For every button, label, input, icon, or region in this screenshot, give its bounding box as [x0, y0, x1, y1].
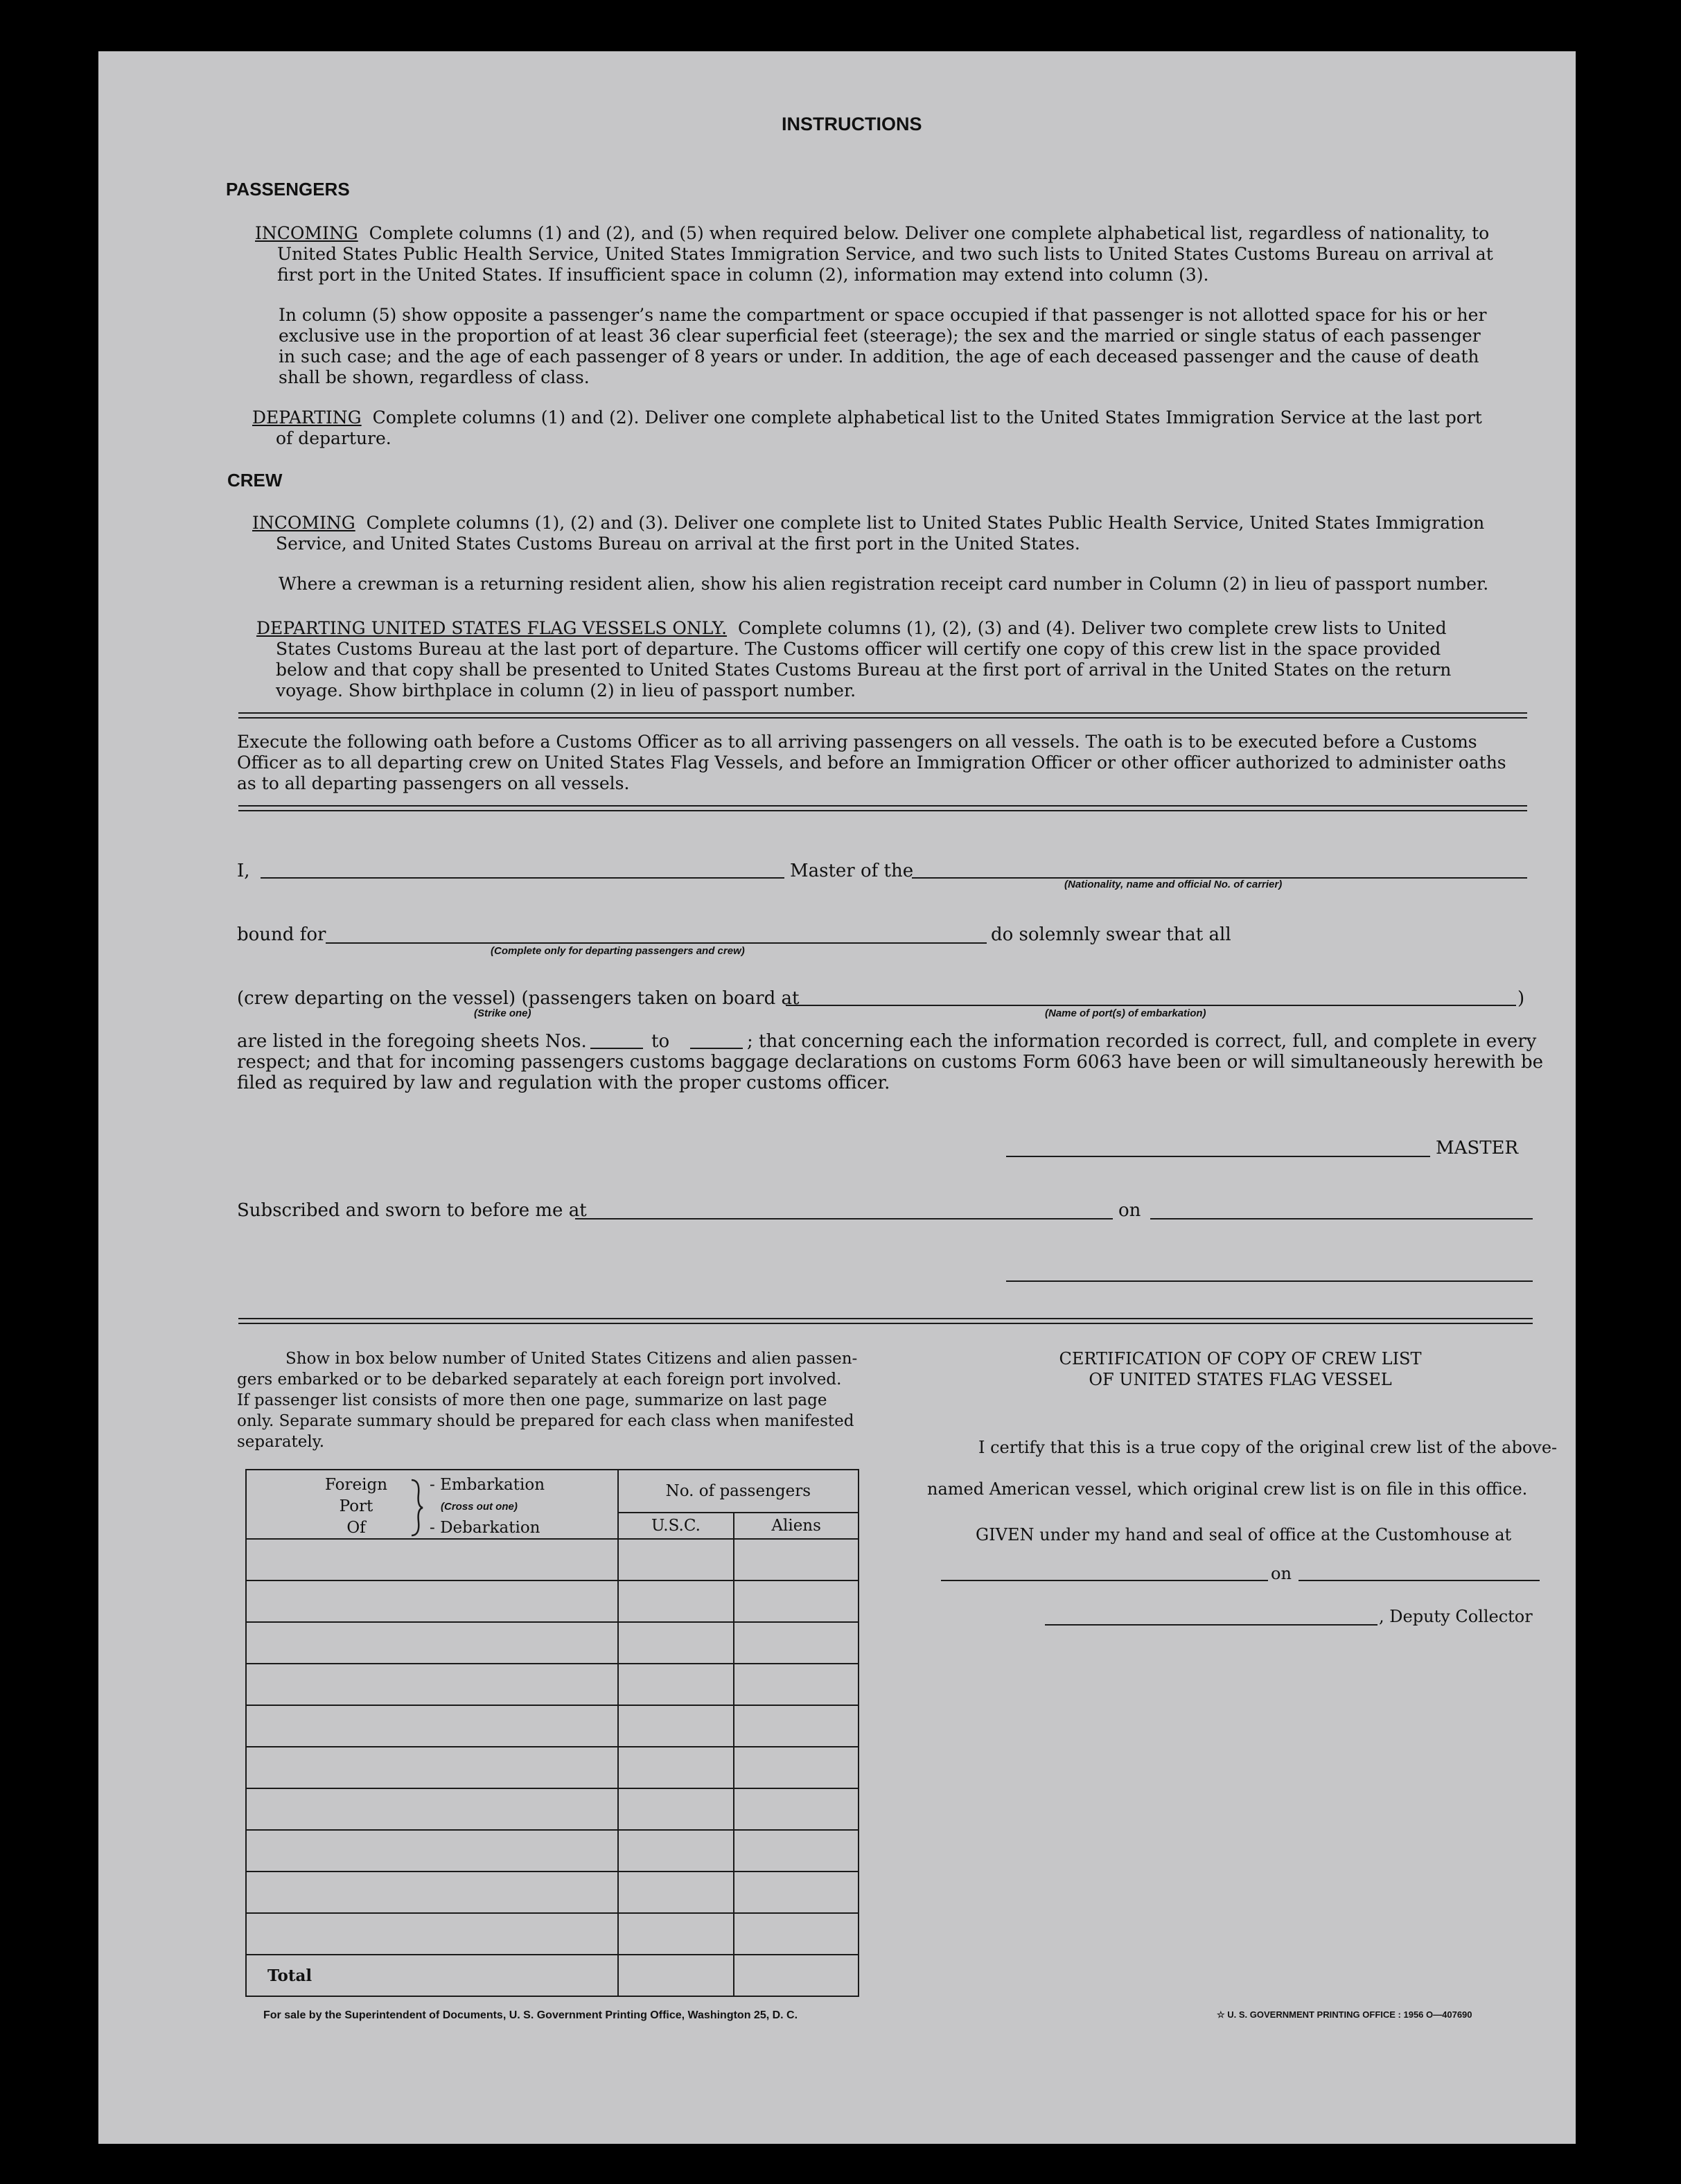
port-caption: (Name of port(s) of embarkation) — [1045, 1007, 1206, 1019]
certification-title-line: OF UNITED STATES FLAG VESSEL — [1089, 1370, 1392, 1389]
crew-departing-text: Complete columns (1), (2), (3) and (4). Deliver two complete crew lists to United — [737, 618, 1447, 638]
aliens-cell[interactable] — [734, 1539, 859, 1580]
certification-text: GIVEN under my hand and seal of office at the Customhouse at — [976, 1525, 1512, 1544]
crew-incoming-section — [252, 513, 1484, 554]
column5-text: In column (5) show opposite a passenger’s name the compartment or space occupied if that passenger is not allotted space for his or her — [279, 305, 1487, 325]
officer-signature-field[interactable] — [1006, 1280, 1533, 1282]
close-paren: ) — [1517, 988, 1525, 1009]
certification-date-field[interactable] — [1299, 1580, 1540, 1581]
crew-departing-text: States Customs Bureau at the last port of departure. The Customs officer will certify one copy of this crew list in the space provided — [276, 639, 1441, 659]
sheet-from-field[interactable] — [590, 1048, 643, 1049]
port-cell[interactable] — [246, 1705, 618, 1747]
aliens-cell[interactable] — [734, 1747, 859, 1788]
passenger-summary-table — [245, 1469, 859, 1997]
usc-cell[interactable] — [618, 1830, 734, 1872]
oath-intro-text: Officer as to all departing crew on United States Flag Vessels, and before an Immigration Officer or other officer authorized to administer oaths — [237, 752, 1506, 773]
crew-alien-note: Where a crewman is a returning resident alien, show his alien registration receipt card number in Column (2) in lieu of passport number. — [279, 574, 1489, 594]
embarkation-port-field[interactable] — [786, 1005, 1516, 1006]
table-row — [246, 1622, 859, 1664]
column5-text: shall be shown, regardless of class. — [279, 367, 590, 387]
crew-incoming-text: Complete columns (1), (2) and (3). Deliver one complete list to United States Public Health Service, United States Immigration — [366, 513, 1485, 533]
crew-incoming-label: INCOMING — [252, 513, 355, 533]
footer-left: For sale by the Superintendent of Documents, U. S. Government Printing Office, Washington 25, D. C. — [263, 2009, 798, 2021]
aliens-cell[interactable] — [734, 1580, 859, 1622]
passengers-departing-label: DEPARTING — [252, 407, 362, 428]
section-divider — [238, 712, 1527, 719]
master-label: MASTER — [1436, 1138, 1519, 1159]
sworn-on-label: on — [1118, 1200, 1141, 1221]
column5-text: in such case; and the age of each passenger of 8 years or under. In addition, the age of each deceased passenger and the cause of death — [279, 346, 1479, 367]
summary-text: separately. — [237, 1433, 325, 1451]
usc-cell[interactable] — [618, 1788, 734, 1830]
port-cell[interactable] — [246, 1580, 618, 1622]
bound-caption: (Complete only for departing passengers and crew) — [491, 945, 745, 957]
port-cell[interactable] — [246, 1747, 618, 1788]
certification-title — [1005, 1348, 1476, 1390]
deputy-signature-field[interactable] — [1045, 1624, 1378, 1626]
passengers-departing-text: of departure. — [276, 428, 391, 448]
sheets-text: ; that concerning each the information recorded is correct, full, and complete in every — [747, 1031, 1537, 1052]
summary-text: Show in box below number of United States Citizens and alien passen- — [285, 1350, 858, 1368]
port-cell[interactable] — [246, 1622, 618, 1664]
passengers-incoming-text: first port in the United States. If insufficient space in column (2), information may extend into column (3). — [277, 265, 1209, 285]
bound-for-field[interactable] — [326, 942, 987, 944]
certification-text: named American vessel, which original crew list is on file in this office. — [927, 1479, 1528, 1499]
port-cell[interactable] — [246, 1830, 618, 1872]
aliens-cell[interactable] — [734, 1705, 859, 1747]
total-label: Total — [246, 1955, 618, 1996]
foreign-label: Foreign — [324, 1476, 388, 1494]
usc-cell[interactable] — [618, 1872, 734, 1913]
of-label: Of — [346, 1519, 366, 1537]
sheets-to-label: to — [651, 1031, 670, 1052]
port-cell[interactable] — [246, 1788, 618, 1830]
sheets-text: are listed in the foregoing sheets Nos. — [237, 1031, 587, 1052]
passengers-incoming-text: Complete columns (1) and (2), and (5) when required below. Deliver one complete alphabetical list, regardless of nationality, to — [369, 223, 1490, 243]
aliens-cell[interactable] — [734, 1664, 859, 1705]
crew-incoming-text: Service, and United States Customs Bureau on arrival at the first port in the United States. — [276, 534, 1080, 554]
cross-out-caption: (Cross out one) — [441, 1501, 518, 1513]
port-label: Port — [339, 1497, 373, 1515]
table-row — [246, 1872, 859, 1913]
footer-right: ☆ U. S. GOVERNMENT PRINTING OFFICE : 1956 O—407690 — [1217, 2009, 1472, 2020]
usc-cell[interactable] — [618, 1539, 734, 1580]
strike-caption: (Strike one) — [474, 1007, 531, 1019]
master-name-field[interactable] — [261, 877, 784, 879]
usc-cell[interactable] — [618, 1622, 734, 1664]
usc-cell[interactable] — [618, 1664, 734, 1705]
embarkation-label: - Embarkation — [430, 1476, 545, 1494]
crew-departing-section — [256, 618, 1451, 701]
respect-text: respect; and that for incoming passengers customs baggage declarations on customs Form 6063 have been or will simultaneously herewith be — [237, 1052, 1544, 1073]
usc-cell[interactable] — [618, 1705, 734, 1747]
table-row — [246, 1747, 859, 1788]
passengers-heading: PASSENGERS — [226, 179, 350, 200]
column5-section — [279, 305, 1486, 388]
aliens-cell[interactable] — [734, 1913, 859, 1955]
usc-header: U.S.C. — [618, 1513, 734, 1539]
no-passengers-header: No. of passengers — [618, 1470, 859, 1513]
customhouse-field[interactable] — [941, 1580, 1268, 1581]
summary-text: only. Separate summary should be prepared for each class when manifested — [237, 1412, 854, 1430]
bound-for-label: bound for — [237, 924, 326, 945]
summary-instructions — [237, 1348, 857, 1452]
aliens-cell[interactable] — [734, 1830, 859, 1872]
master-of-label: Master of the — [790, 861, 914, 881]
carrier-caption: (Nationality, name and official No. of carrier) — [1064, 879, 1283, 890]
port-cell[interactable] — [246, 1539, 618, 1580]
section-divider — [238, 805, 1527, 811]
master-signature-field[interactable] — [1006, 1156, 1430, 1157]
summary-text: If passenger list consists of more then one page, summarize on last page — [237, 1391, 827, 1409]
usc-cell[interactable] — [618, 1580, 734, 1622]
certification-title-line: CERTIFICATION OF COPY OF CREW LIST — [1059, 1349, 1422, 1368]
oath-i-label: I, — [237, 861, 250, 881]
port-cell[interactable] — [246, 1913, 618, 1955]
sworn-location-field[interactable] — [575, 1218, 1113, 1219]
foreign-port-header — [246, 1470, 618, 1539]
aliens-cell[interactable] — [734, 1788, 859, 1830]
aliens-cell[interactable] — [734, 1872, 859, 1913]
aliens-cell[interactable] — [734, 1622, 859, 1664]
passengers-incoming-section — [255, 223, 1493, 285]
table-row — [246, 1830, 859, 1872]
subscribed-text: Subscribed and sworn to before me at — [237, 1200, 587, 1221]
total-row — [246, 1955, 859, 1996]
page-title: INSTRUCTIONS — [782, 114, 922, 134]
deputy-collector-label: , Deputy Collector — [1379, 1607, 1533, 1626]
passengers-incoming-label: INCOMING — [255, 223, 358, 243]
debarkation-label: - Debarkation — [430, 1519, 540, 1537]
crew-departing-text: below and that copy shall be presented to United States Customs Bureau at the first port of arrival in the United States on the return — [276, 660, 1452, 680]
crew-departing-text: voyage. Show birthplace in column (2) in lieu of passport number. — [276, 680, 856, 701]
oath-intro — [237, 732, 1506, 794]
table-row — [246, 1788, 859, 1830]
sworn-date-field[interactable] — [1150, 1218, 1533, 1219]
usc-cell[interactable] — [618, 1747, 734, 1788]
summary-text: gers embarked or to be debarked separately at each foreign port involved. — [237, 1371, 842, 1389]
brace-icon — [409, 1479, 425, 1537]
aliens-header: Aliens — [734, 1513, 859, 1539]
oath-intro-text: as to all departing passengers on all vessels. — [237, 773, 630, 793]
table-row — [246, 1580, 859, 1622]
passengers-departing-text: Complete columns (1) and (2). Deliver one complete alphabetical list to the United States Immigration Service at the last port — [372, 407, 1482, 428]
port-cell[interactable] — [246, 1664, 618, 1705]
aliens-total-cell[interactable] — [734, 1955, 859, 1996]
table-row — [246, 1664, 859, 1705]
table-row — [246, 1913, 859, 1955]
swear-text: do solemnly swear that all — [991, 924, 1231, 945]
filed-text: filed as required by law and regulation with the proper customs officer. — [237, 1073, 890, 1093]
certification-text: I certify that this is a true copy of the original crew list of the above- — [978, 1438, 1558, 1457]
column5-text: exclusive use in the proportion of at least 36 clear superficial feet (steerage); the sex and the married or single status of each passenger — [279, 326, 1481, 346]
sheet-to-field[interactable] — [690, 1048, 743, 1049]
table-row — [246, 1539, 859, 1580]
section-divider — [238, 1318, 1533, 1324]
crew-heading: CREW — [227, 470, 283, 491]
passengers-departing-section — [252, 407, 1482, 449]
certification-on-label: on — [1271, 1564, 1292, 1583]
crew-departing-label: DEPARTING UNITED STATES FLAG VESSELS ONLY. — [256, 618, 728, 638]
port-cell[interactable] — [246, 1872, 618, 1913]
oath-intro-text: Execute the following oath before a Customs Officer as to all arriving passengers on all vessels. The oath is to be executed before a Customs — [237, 732, 1477, 752]
passengers-incoming-text: United States Public Health Service, United States Immigration Service, and two such lists to United States Customs Bureau on arrival at — [277, 244, 1493, 264]
usc-cell[interactable] — [618, 1913, 734, 1955]
crew-passengers-text: (crew departing on the vessel) (passengers taken on board at — [237, 988, 800, 1009]
table-row — [246, 1705, 859, 1747]
usc-total-cell[interactable] — [618, 1955, 734, 1996]
